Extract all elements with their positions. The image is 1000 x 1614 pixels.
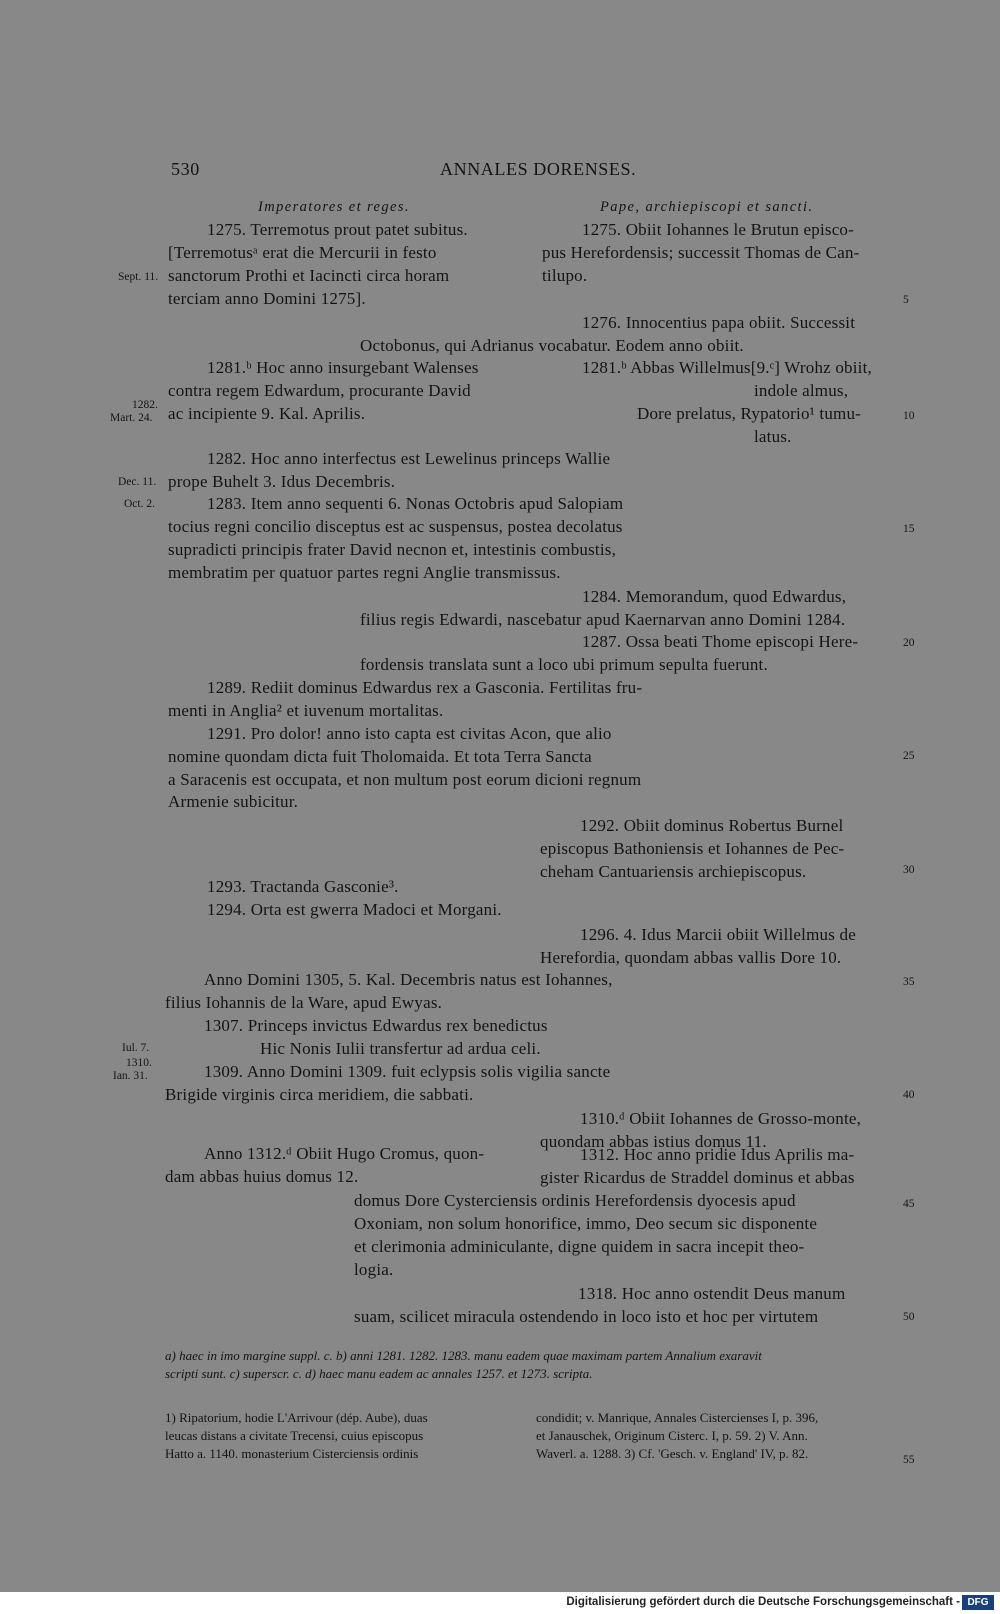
margin-date: Mart. 24. <box>110 412 153 424</box>
text-line: cheham Cantuariensis archiepiscopus. <box>540 862 807 881</box>
text-line: 1291. Pro dolor! anno isto capta est civitas Acon, que alio <box>207 724 612 743</box>
text-line: [Terremotusᵃ erat die Mercurii in festo <box>168 243 437 262</box>
digitization-footer <box>0 1592 1000 1614</box>
apparatus-line: a) haec in imo margine suppl. c. b) anni 1281. 1282. 1283. manu eadem quae maximam partem Annalium exaravit <box>165 1348 762 1363</box>
column-heading-left: Imperatores et reges. <box>258 199 410 215</box>
text-line: membratim per quatuor partes regni Anglie transmissus. <box>168 563 561 582</box>
line-number: 25 <box>903 750 915 762</box>
footnote-line: condidit; v. Manrique, Annales Cistercienses I, p. 396, <box>536 1410 819 1425</box>
margin-date: Ian. 31. <box>113 1070 148 1082</box>
text-line: domus Dore Cysterciensis ordinis Herefordensis dyocesis apud <box>354 1191 796 1210</box>
text-line: 1318. Hoc anno ostendit Deus manum <box>578 1284 846 1303</box>
text-line: 1309. Anno Domini 1309. fuit eclypsis solis vigilia sancte <box>204 1062 611 1081</box>
line-number: 55 <box>903 1454 915 1466</box>
text-line: menti in Anglia² et iuvenum mortalitas. <box>168 701 444 720</box>
text-line: fordensis translata sunt a loco ubi primum sepulta fuerunt. <box>360 655 768 674</box>
text-line: tilupo. <box>542 266 588 285</box>
text-line: logia. <box>354 1260 394 1279</box>
text-line: tocius regni concilio disceptus est ac suspensus, postea decolatus <box>168 517 623 536</box>
line-number: 15 <box>903 523 915 535</box>
margin-date: 1282. <box>132 399 158 411</box>
running-title: ANNALES DORENSES. <box>440 159 637 179</box>
text-line: 1276. Innocentius papa obiit. Successit <box>582 313 856 332</box>
text-line: latus. <box>754 427 792 446</box>
footnote-line: Waverl. a. 1288. 3) Cf. 'Gesch. v. England' IV, p. 82. <box>536 1446 809 1461</box>
text-line: nomine quondam dicta fuit Tholomaida. Et tota Terra Sancta <box>168 747 592 766</box>
text-line: Hic Nonis Iulii transfertur ad ardua celi. <box>260 1039 541 1058</box>
text-line: 1282. Hoc anno interfectus est Lewelinus princeps Wallie <box>207 449 611 468</box>
text-line: 1294. Orta est gwerra Madoci et Morgani. <box>207 900 502 919</box>
text-line: gister Ricardus de Straddel dominus et abbas <box>540 1168 855 1187</box>
line-number: 45 <box>903 1198 915 1210</box>
text-line: quondam abbas istius domus 11. <box>540 1132 767 1151</box>
text-line: Brigide virginis circa meridiem, die sabbati. <box>165 1085 474 1104</box>
text-line: Armenie subicitur. <box>168 792 299 811</box>
text-line: Oxoniam, non solum honorifice, immo, Deo secum sic disponente <box>354 1214 818 1233</box>
text-line: filius regis Edwardi, nascebatur apud Kaernarvan anno Domini 1284. <box>360 610 846 629</box>
text-line: Anno 1312.ᵈ Obiit Hugo Cromus, quon- <box>204 1144 485 1163</box>
line-number: 10 <box>903 410 915 422</box>
footnote-line: Hatto a. 1140. monasterium Cisterciensis ordinis <box>165 1446 419 1461</box>
text-line: 1307. Princeps invictus Edwardus rex benedictus <box>204 1016 548 1035</box>
line-number: 40 <box>903 1089 915 1101</box>
margin-date: Oct. 2. <box>124 498 155 510</box>
text-line: suam, scilicet miracula ostendendo in loco isto et hoc per virtutem <box>354 1307 819 1326</box>
text-line: terciam anno Domini 1275]. <box>168 289 366 308</box>
margin-date: 1310. <box>126 1057 152 1069</box>
dfg-credit: Digitalisierung gefördert durch die Deutsche Forschungsgemeinschaft - <box>566 1596 960 1608</box>
text-line: 1275. Terremotus prout patet subitus. <box>207 220 468 239</box>
apparatus-line: scripti sunt. c) superscr. c. d) haec manu eadem ac annales 1257. et 1273. scripta. <box>165 1366 593 1381</box>
margin-date: Sept. 11. <box>118 271 159 283</box>
text-line: sanctorum Prothi et Iacincti circa horam <box>168 266 450 285</box>
text-line: 1287. Ossa beati Thome episcopi Here- <box>582 632 859 651</box>
text-line: prope Buhelt 3. Idus Decembris. <box>168 472 396 491</box>
text-line: dam abbas huius domus 12. <box>165 1167 359 1186</box>
text-line: 1296. 4. Idus Marcii obiit Willelmus de <box>580 925 856 944</box>
text-line: 1289. Rediit dominus Edwardus rex a Gasconia. Fertilitas fru- <box>207 678 643 697</box>
text-line: 1293. Tractanda Gasconie³. <box>207 877 399 896</box>
column-heading-right: Pape, archiepiscopi et sancti. <box>600 199 814 215</box>
text-line: Dore prelatus, Rypatorio¹ tumu- <box>637 404 862 423</box>
text-line: 1275. Obiit Iohannes le Brutun episco- <box>582 220 854 239</box>
line-number: 5 <box>903 294 909 306</box>
footnote-line: 1) Ripatorium, hodie L'Arrivour (dép. Aube), duas <box>165 1410 428 1425</box>
text-line: 1312. Hoc anno pridie Idus Aprilis ma- <box>580 1145 855 1164</box>
text-line: supradicti principis frater David necnon et, intestinis combustis, <box>168 540 617 559</box>
text-line: indole almus, <box>754 381 849 400</box>
footnote-line: leucas distans a civitate Trecensi, cuius episcopus <box>165 1428 424 1443</box>
text-line: ac incipiente 9. Kal. Aprilis. <box>168 404 366 423</box>
text-line: contra regem Edwardum, procurante David <box>168 381 471 400</box>
text-line: 1284. Memorandum, quod Edwardus, <box>582 587 847 606</box>
text-line: 1281.ᵇ Hoc anno insurgebant Walenses <box>207 358 479 377</box>
margin-date: Iul. 7. <box>122 1042 150 1054</box>
text-line: Herefordia, quondam abbas vallis Dore 10. <box>540 948 842 967</box>
text-line: Octobonus, qui Adrianus vocabatur. Eodem anno obiit. <box>360 336 744 355</box>
text-line: filius Iohannis de la Ware, apud Ewyas. <box>165 993 443 1012</box>
footnote-line: et Janauschek, Originum Cisterc. I, p. 59. 2) V. Ann. <box>536 1428 808 1443</box>
text-line: 1281.ᵇ Abbas Willelmus[9.ᶜ] Wrohz obiit, <box>582 358 872 377</box>
text-line: episcopus Bathoniensis et Iohannes de Pec- <box>540 839 845 858</box>
text-line: 1310.ᵈ Obiit Iohannes de Grosso-monte, <box>580 1109 862 1128</box>
line-number: 20 <box>903 637 915 649</box>
text-line: 1292. Obiit dominus Robertus Burnel <box>580 816 844 835</box>
line-number: 50 <box>903 1311 915 1323</box>
line-number: 30 <box>903 864 915 876</box>
text-line: et clerimonia adminiculante, digne quidem in sacra incepit theo- <box>354 1237 805 1256</box>
text-line: a Saracenis est occupata, et non multum post eorum dicioni regnum <box>168 770 642 789</box>
line-number: 35 <box>903 976 915 988</box>
text-line: Anno Domini 1305, 5. Kal. Decembris natus est Iohannes, <box>204 970 613 989</box>
text-line: 1283. Item anno sequenti 6. Nonas Octobris apud Salopiam <box>207 494 624 513</box>
margin-date: Dec. 11. <box>118 476 157 488</box>
text-line: pus Herefordensis; successit Thomas de Can- <box>542 243 860 262</box>
page-number: 530 <box>171 159 200 179</box>
dfg-logo: DFG <box>962 1595 994 1610</box>
